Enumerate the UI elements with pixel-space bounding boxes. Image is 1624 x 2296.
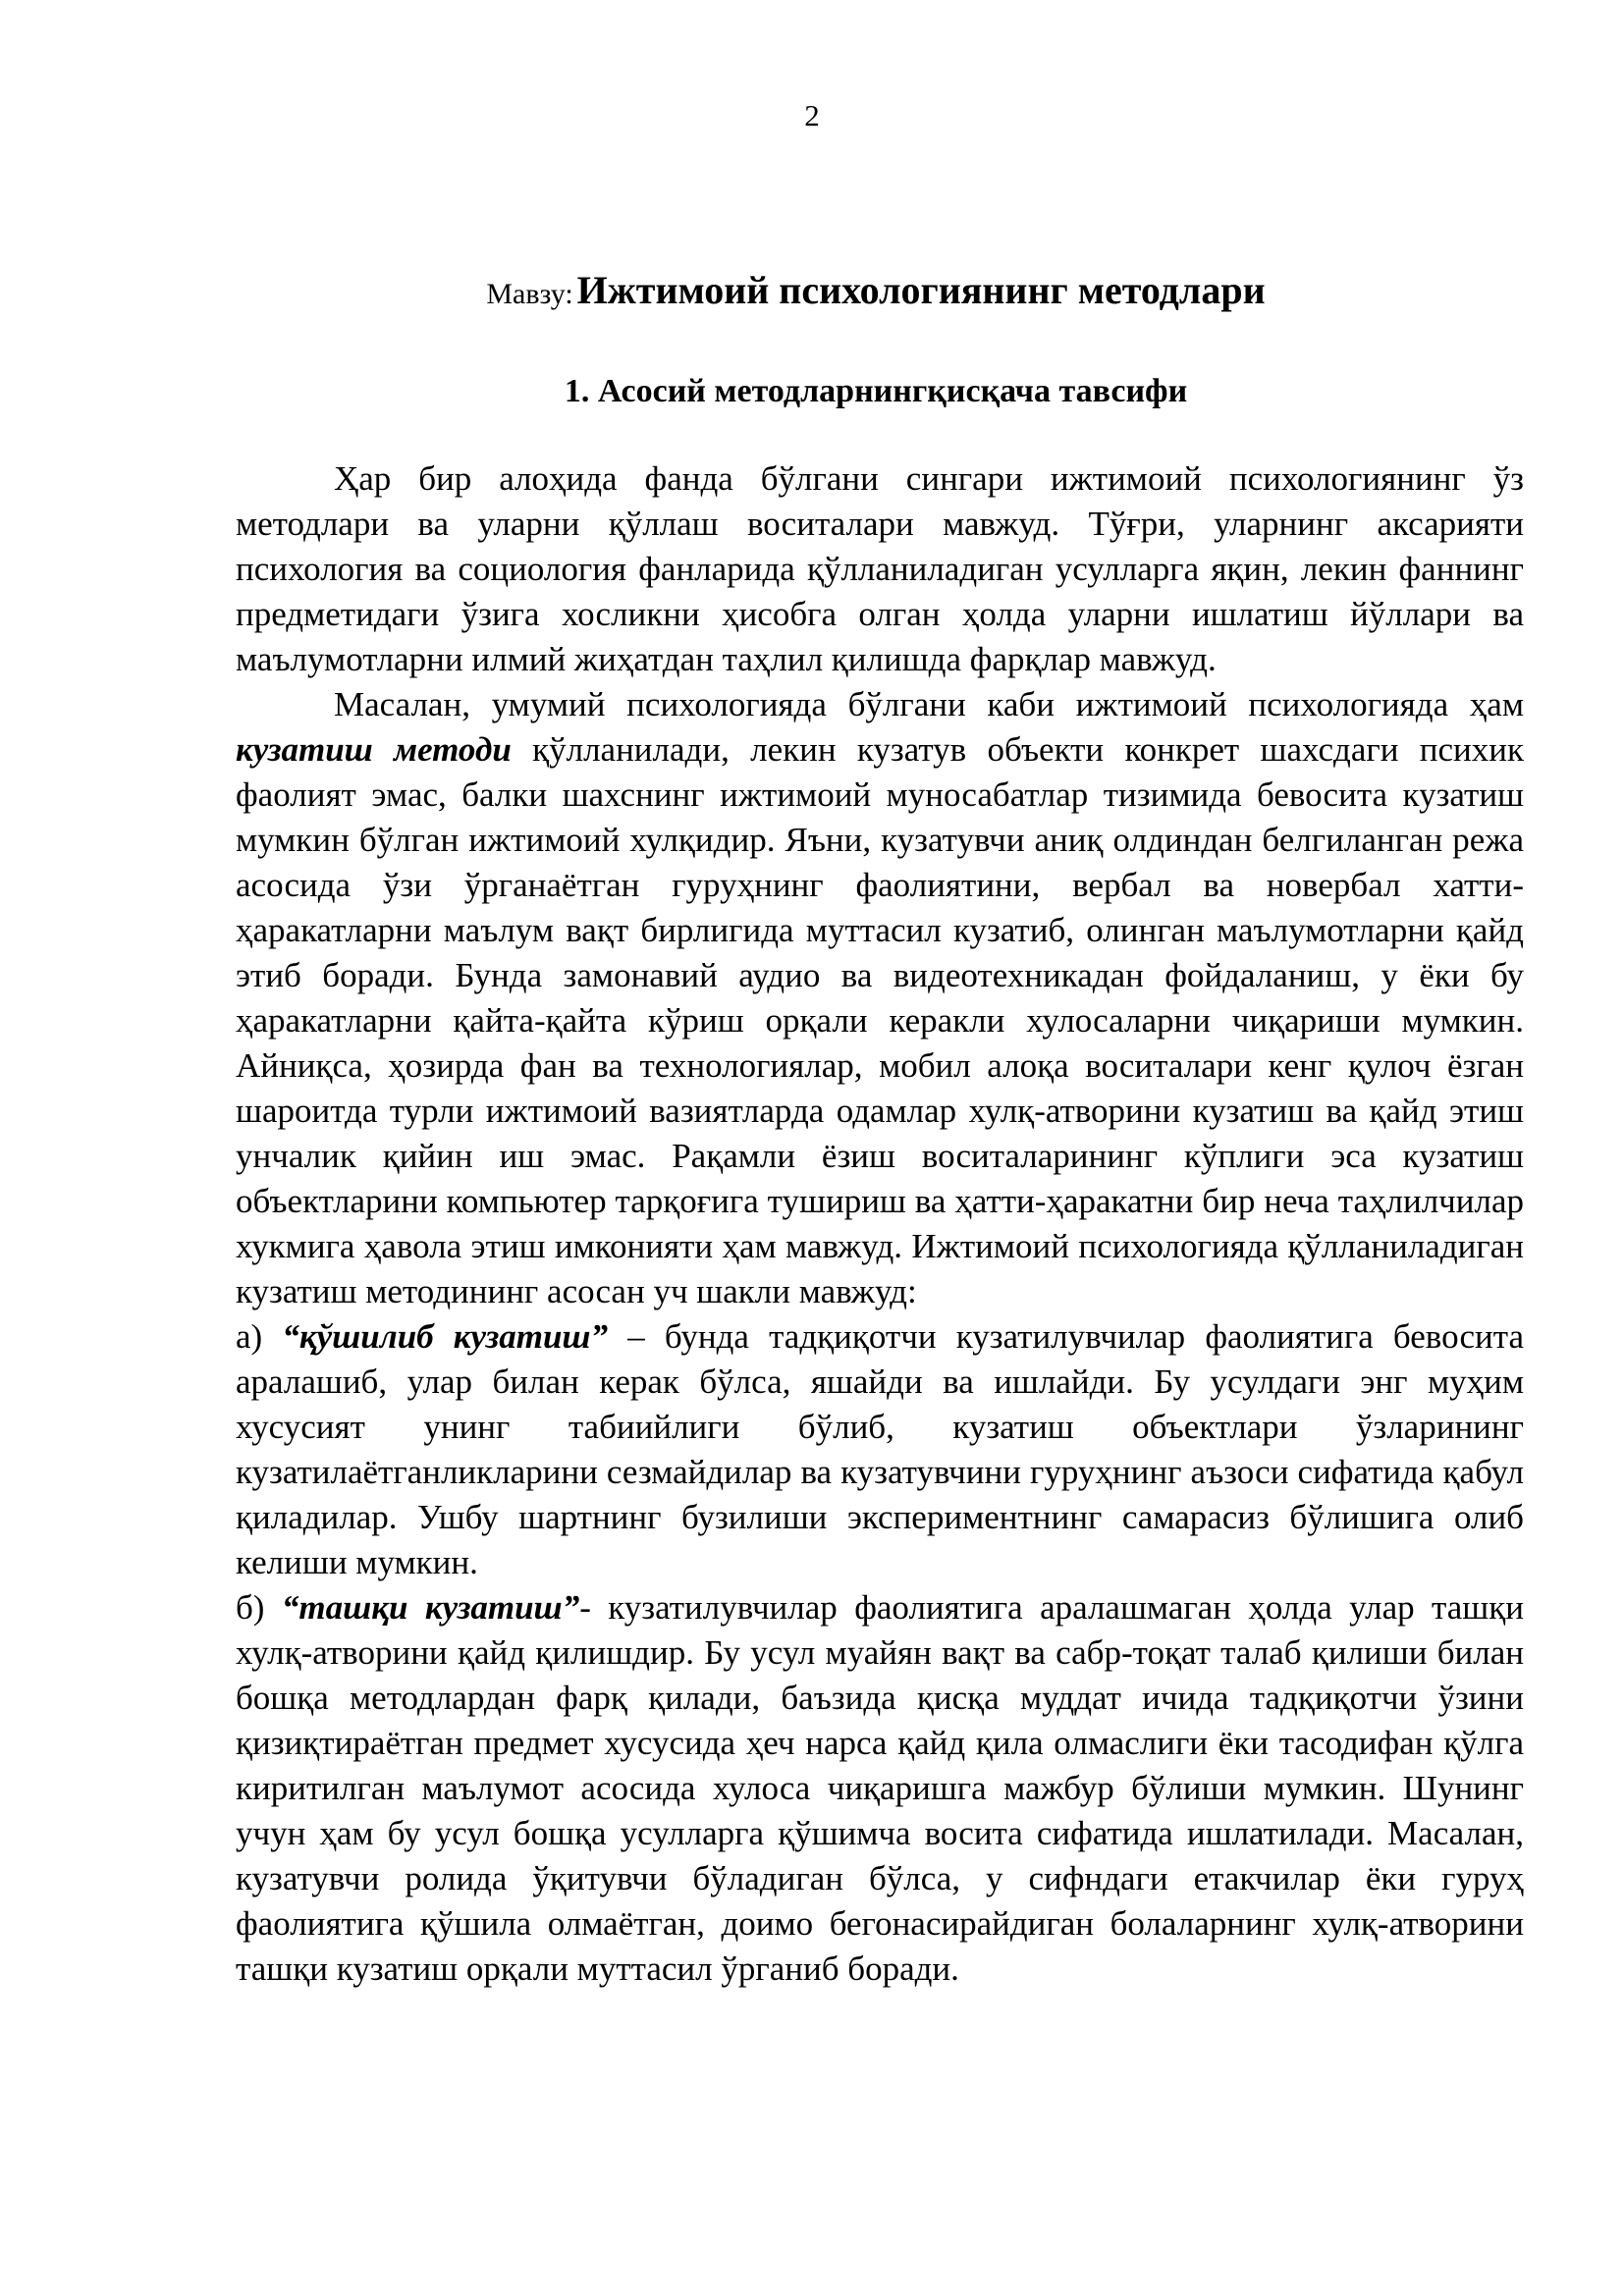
term-external-observation: “ташқи кузатиш”: [281, 1588, 580, 1627]
topic-line: [0, 267, 1624, 313]
list-marker-b: б): [236, 1588, 282, 1627]
topic-prefix: Мавзу:: [486, 278, 573, 310]
list-item-participant-observation: [236, 1314, 1524, 1585]
section-heading: 1. Асосий методларнингқисқача тавсифи: [564, 373, 1188, 409]
paragraph-intro: Ҳар бир алоҳида фанда бўлгани сингари ижтимоий психологиянинг ўз методлари ва уларни қўллаш воситалари мавжуд. Тўғри, уларнинг аксарияти психология ва социология фанларида қўлланиладиган усулларга яқин, лекин фаннинг предметидаги ўзига хосликни ҳисобга олган ҳолда уларни ишлатиш йўллари ва маълумотларни илмий жиҳатдан таҳлил қилишда фарқлар мавжуд.: [236, 459, 1524, 678]
term-observation-method: кузатиш методи: [236, 730, 512, 769]
paragraph-observation: [236, 682, 1524, 1314]
document-body: [236, 456, 1524, 1992]
page-number: 2: [804, 98, 820, 133]
list-item-external-observation: [236, 1585, 1524, 1992]
list-item-a-text: – бунда тадқиқотчи кузатилувчилар фаолиятига бевосита аралашиб, улар билан керак бўлса, яшайди ва ишлайди. Бу усулдаги энг муҳим хусусият унинг табиийлиги бўлиб, кузатиш объектлари ўзларининг кузатилаётганликларини сезмайдилар ва кузатувчини гуруҳнинг аъзоси сифатида қабул қиладилар. Ушбу шартнинг бузилиши экспериментнинг самарасиз бўлишига олиб келиши мумкин.: [236, 1317, 1524, 1581]
paragraph-observation-body: қўлланилади, лекин кузатув объекти конкрет шахсдаги психик фаолият эмас, балки шахснинг ижтимоий муносабатлар тизимида бевосита кузатиш мумкин бўлган ижтимоий хулқидир. Яъни, кузатувчи аниқ олдиндан белгиланган режа асосида ўзи ўрганаётган гуруҳнинг фаолиятини, вербал ва новербал хатти-ҳаракатларни маълум вақт бирлигида муттасил кузатиб, олинган маълумотларни қайд этиб боради. Бунда замонавий аудио ва видеотехникадан фойдаланиш, у ёки бу ҳаракатларни қайта-қайта кўриш орқали керакли хулосаларни чиқариши мумкин. Айниқса, ҳозирда фан ва технологиялар, мобил алоқа воситалари кенг қулоч ёзган шароитда турли ижтимоий вазиятларда одамлар хулқ-атворини кузатиш ва қайд этиш унчалик қийин иш эмас. Рақамли ёзиш воситаларининг кўплиги эса кузатиш объектларини компьютер тарқоғига тушириш ва ҳатти-ҳаракатни бир неча таҳлилчилар хукмига ҳавола этиш имконияти ҳам мавжуд. Ижтимоий психологияда қўлланиладиган кузатиш методининг асосан уч шакли мавжуд:: [236, 730, 1524, 1310]
list-marker-a: а): [236, 1317, 283, 1356]
topic-title: Ижтимоий психологиянинг методлари: [576, 268, 1266, 312]
term-participant-observation: “қўшилиб кузатиш”: [282, 1317, 609, 1356]
paragraph-observation-lead: Масалан, умумий психологияда бўлгани каби ижтимоий психологияда ҳам: [334, 685, 1524, 723]
list-item-b-text: - кузатилувчилар фаолиятига аралашмаган ҳолда улар ташқи хулқ-атворини қайд қилишдир. Бу усул муайян вақт ва сабр-тоқат талаб қилиши билан бошқа методлардан фарқ қилади, баъзида қисқа муддат ичида тадқиқотчи ўзини қизиқтираётган предмет хусусида ҳеч нарса қайд қила олмаслиги ёки тасодифан қўлга киритилган маълумот асосида хулоса чиқаришга мажбур бўлиши мумкин. Шунинг учун ҳам бу усул бошқа усулларга қўшимча восита сифатида ишлатилади. Масалан, кузатувчи ролида ўқитувчи бўладиган бўлса, у сифндаги етакчилар ёки гуруҳ фаолиятига қўшила олмаётган, доимо бегонасирайдиган болаларнинг хулқ-атворини ташқи кузатиш орқали муттасил ўрганиб боради.: [236, 1588, 1524, 1988]
